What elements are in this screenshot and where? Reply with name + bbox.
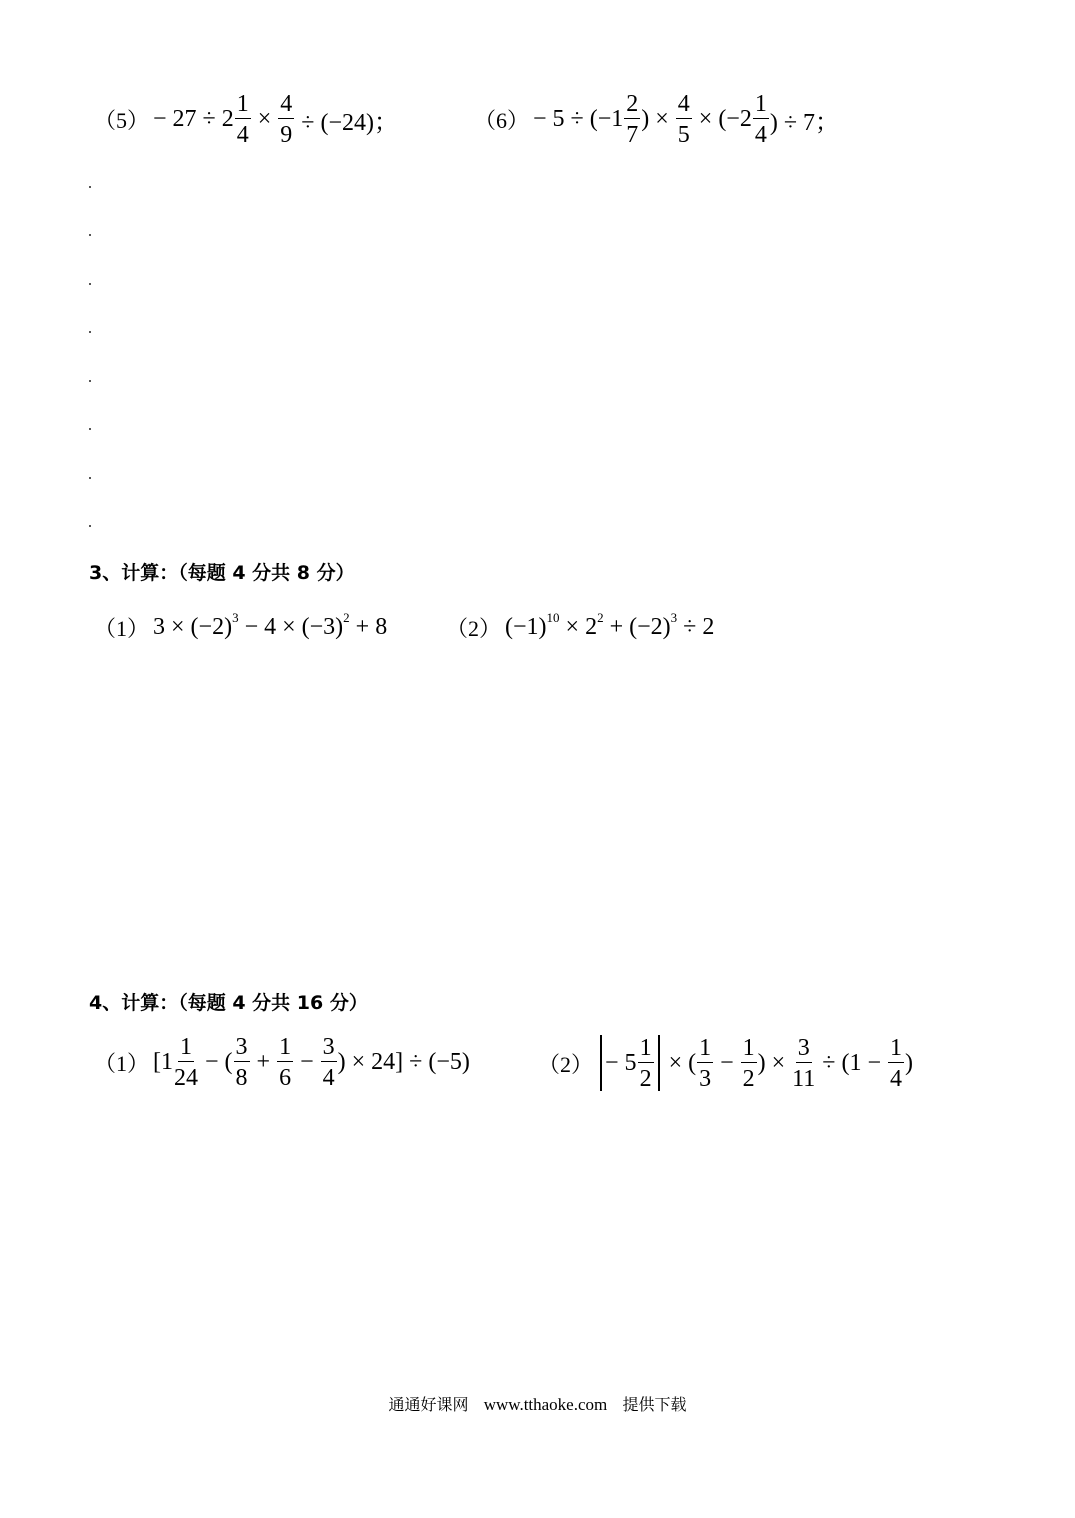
footer-url: www.tthaoke.com <box>483 1395 608 1414</box>
problem-label: （6） <box>474 108 530 133</box>
problem-label: （1） <box>94 1051 150 1076</box>
section-3-heading: 3、计算：（每题 4 分共 8 分） <box>89 562 355 584</box>
section-4-question-2 <box>538 1035 913 1091</box>
section-4-question-1 <box>94 1035 470 1090</box>
fraction: $\frac{3}{11}$ <box>792 1034 816 1092</box>
problem-5 <box>94 92 398 147</box>
margin-dot <box>89 234 91 236</box>
fraction: $\frac{1}{2}$ <box>742 1034 755 1092</box>
math-expression: 3 × (−2) $^3$ − 4 × (−3) $^2$ + 8 <box>153 609 388 640</box>
margin-dot <box>89 186 91 188</box>
fraction: $\frac{3}{8}$ <box>235 1034 248 1091</box>
fraction: $\frac{1}{6}$ <box>279 1034 292 1091</box>
margin-dot <box>89 525 91 527</box>
math-expression: − 5 $\frac{1}{2}$ × ( $\frac{1}{3}$ − $\frac{1}{2}$ ) × $\frac{3}{11}$ ÷ (1 − $\frac{1}{4}$ ) <box>597 1035 913 1091</box>
margin-dot <box>89 428 91 430</box>
absolute-value-bar-right <box>658 1035 660 1091</box>
problem-label: （1） <box>94 616 150 641</box>
problem-6 <box>474 92 839 147</box>
section-3-question-1 <box>94 609 388 643</box>
margin-dot <box>89 380 91 382</box>
absolute-value-bar-left <box>600 1035 602 1091</box>
problem-label: （5） <box>94 108 150 133</box>
fraction: $\frac{1}{2}$ <box>639 1034 652 1092</box>
math-expression: − 27 ÷ 2 $\frac{1}{4}$ × $\frac{4}{9}$ ÷ (−24)； <box>153 91 398 148</box>
problem-label: （2） <box>538 1051 594 1077</box>
margin-dot <box>89 283 91 285</box>
fraction: $\frac{1}{4}$ <box>889 1034 902 1092</box>
math-expression: [1 $\frac{1}{24}$ − ( $\frac{3}{8}$ + $\frac{1}{6}$ − $\frac{3}{4}$ ) × 24] ÷ (−5) <box>153 1034 470 1091</box>
section-3-question-2 <box>446 609 715 643</box>
fraction: $\frac{1}{3}$ <box>699 1034 712 1092</box>
fraction: $\frac{1}{24}$ <box>174 1034 199 1091</box>
fraction: $\frac{1}{4}$ <box>754 91 767 148</box>
footer-site-name: 通通好课网 <box>388 1395 469 1414</box>
math-expression: − 5 ÷ (−1 $\frac{2}{7}$ ) × $\frac{4}{5}$ × (−2 $\frac{1}{4}$ ) ÷ 7； <box>533 91 840 148</box>
margin-dot <box>89 331 91 333</box>
footer-note: 提供下载 <box>622 1395 687 1414</box>
fraction: $\frac{4}{5}$ <box>677 91 690 148</box>
page-footer <box>0 1392 1075 1415</box>
section-4-heading: 4、计算：（每题 4 分共 16 分） <box>89 992 368 1014</box>
fraction: $\frac{4}{9}$ <box>280 91 293 148</box>
math-expression: (−1) $^{10}$ × 2 $^2$ + (−2) $^3$ ÷ 2 <box>505 609 715 640</box>
fraction: $\frac{1}{4}$ <box>236 91 249 148</box>
margin-dot <box>89 477 91 479</box>
fraction: $\frac{3}{4}$ <box>322 1034 335 1091</box>
problem-label: （2） <box>446 616 502 641</box>
fraction: $\frac{2}{7}$ <box>626 91 639 148</box>
